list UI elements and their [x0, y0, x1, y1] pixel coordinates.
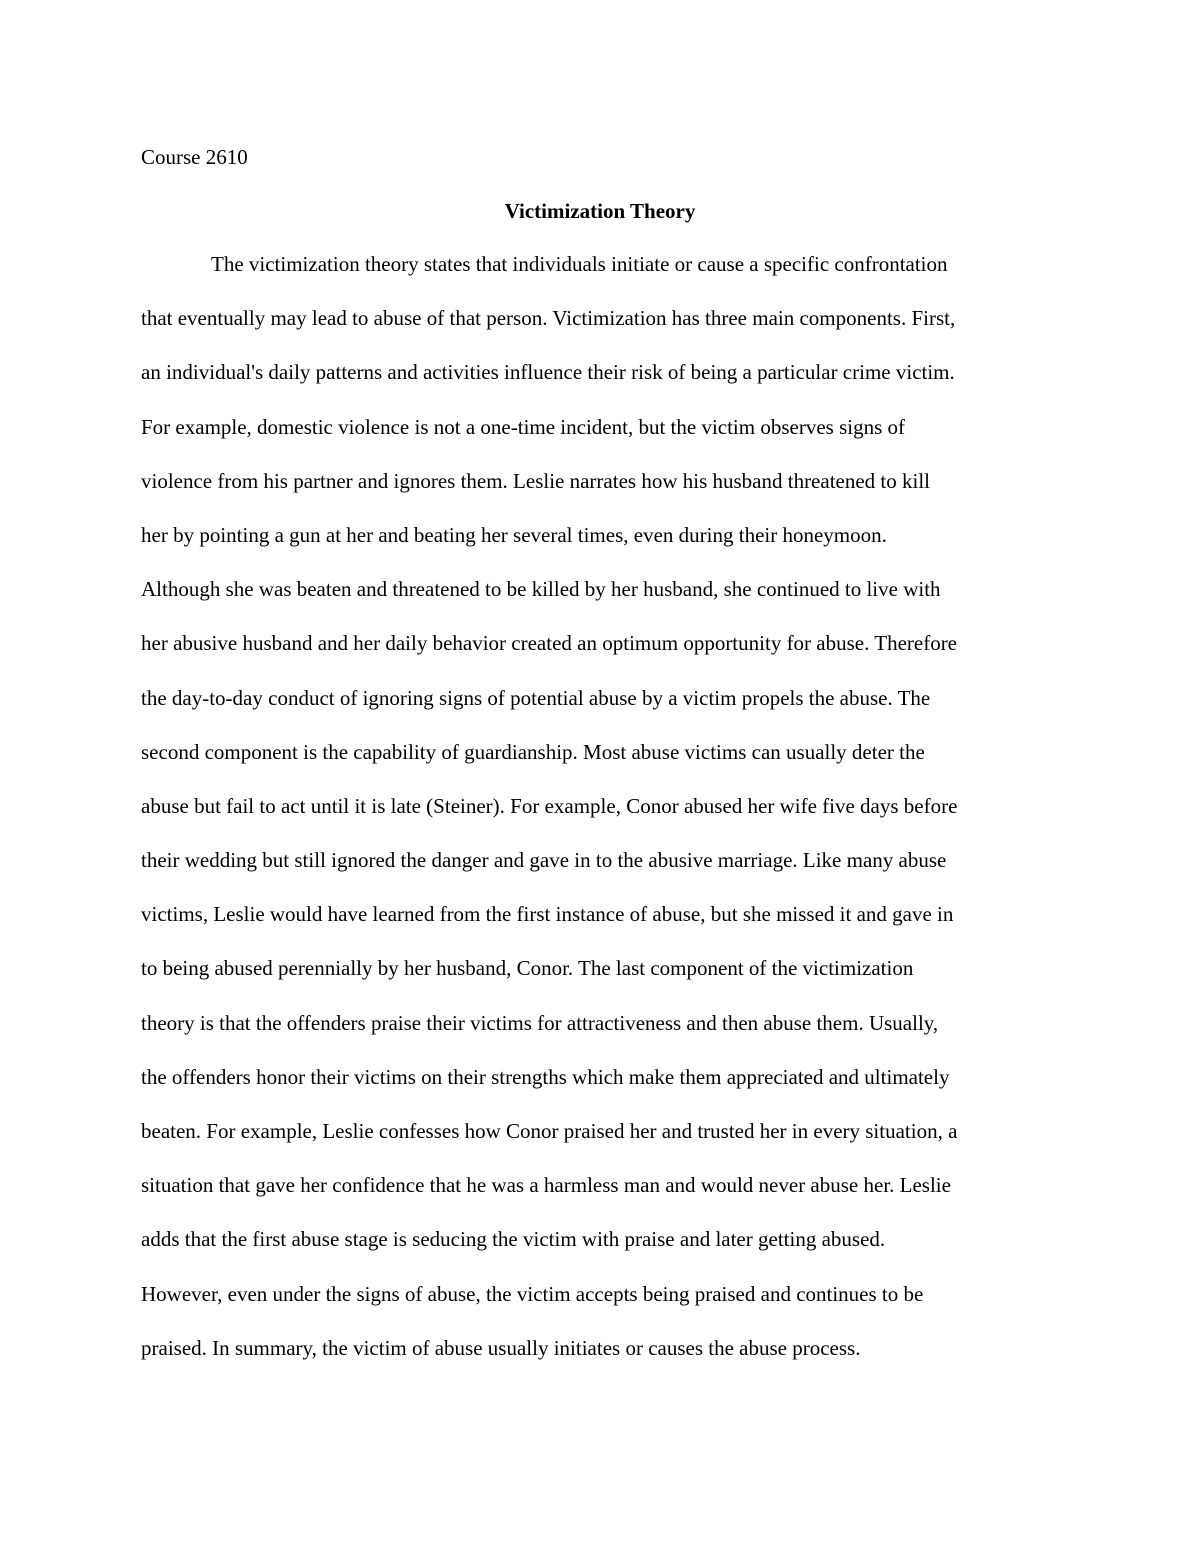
- text-line: victims, Leslie would have learned from the first instance of abuse, but she missed it and gave in: [141, 902, 954, 927]
- text-line: adds that the first abuse stage is seducing the victim with praise and later getting abused.: [141, 1227, 886, 1252]
- text-line: situation that gave her confidence that he was a harmless man and would never abuse her. Leslie: [141, 1173, 951, 1198]
- text-line: For example, domestic violence is not a one-time incident, but the victim observes signs of: [141, 414, 905, 439]
- text-line: beaten. For example, Leslie confesses how Conor praised her and trusted her in every situation, a: [141, 1119, 958, 1143]
- text-line: second component is the capability of guardianship. Most abuse victims can usually deter the: [141, 739, 925, 764]
- text-line: her by pointing a gun at her and beating her several times, even during their honeymoon.: [141, 522, 887, 547]
- text-line: Although she was beaten and threatened to be killed by her husband, she continued to live with: [141, 577, 941, 602]
- text-line: that eventually may lead to abuse of that person. Victimization has three main components. First,: [141, 306, 956, 331]
- body-text: [141, 249, 1071, 1387]
- text-line: the offenders honor their victims on their strengths which make them appreciated and ultimately: [141, 1064, 950, 1089]
- document-title: Victimization Theory: [504, 199, 696, 223]
- text-line: an individual's daily patterns and activities influence their risk of being a particular crime victim.: [141, 360, 955, 385]
- text-line: the day-to-day conduct of ignoring signs of potential abuse by a victim propels the abuse. The: [141, 685, 931, 710]
- text-line: praised. In summary, the victim of abuse usually initiates or causes the abuse process.: [141, 1335, 861, 1360]
- text-line: violence from his partner and ignores them. Leslie narrates how his husband threatened to kill: [141, 468, 931, 493]
- text-line: However, even under the signs of abuse, the victim accepts being praised and continues to be: [141, 1281, 924, 1306]
- course-label: Course 2610: [141, 145, 248, 169]
- text-line: their wedding but still ignored the danger and gave in to the abusive marriage. Like many abuse: [141, 848, 947, 873]
- text-line: abuse but fail to act until it is late (Steiner). For example, Conor abused her wife five days before: [141, 793, 958, 818]
- text-line: to being abused perennially by her husband, Conor. The last component of the victimization: [141, 956, 914, 981]
- text-line: theory is that the offenders praise their victims for attractiveness and then abuse them. Usually,: [141, 1010, 939, 1035]
- text-line: The victimization theory states that individuals initiate or cause a specific confrontation: [211, 252, 948, 276]
- text-line: her abusive husband and her daily behavior created an optimum opportunity for abuse. Therefore: [141, 631, 958, 656]
